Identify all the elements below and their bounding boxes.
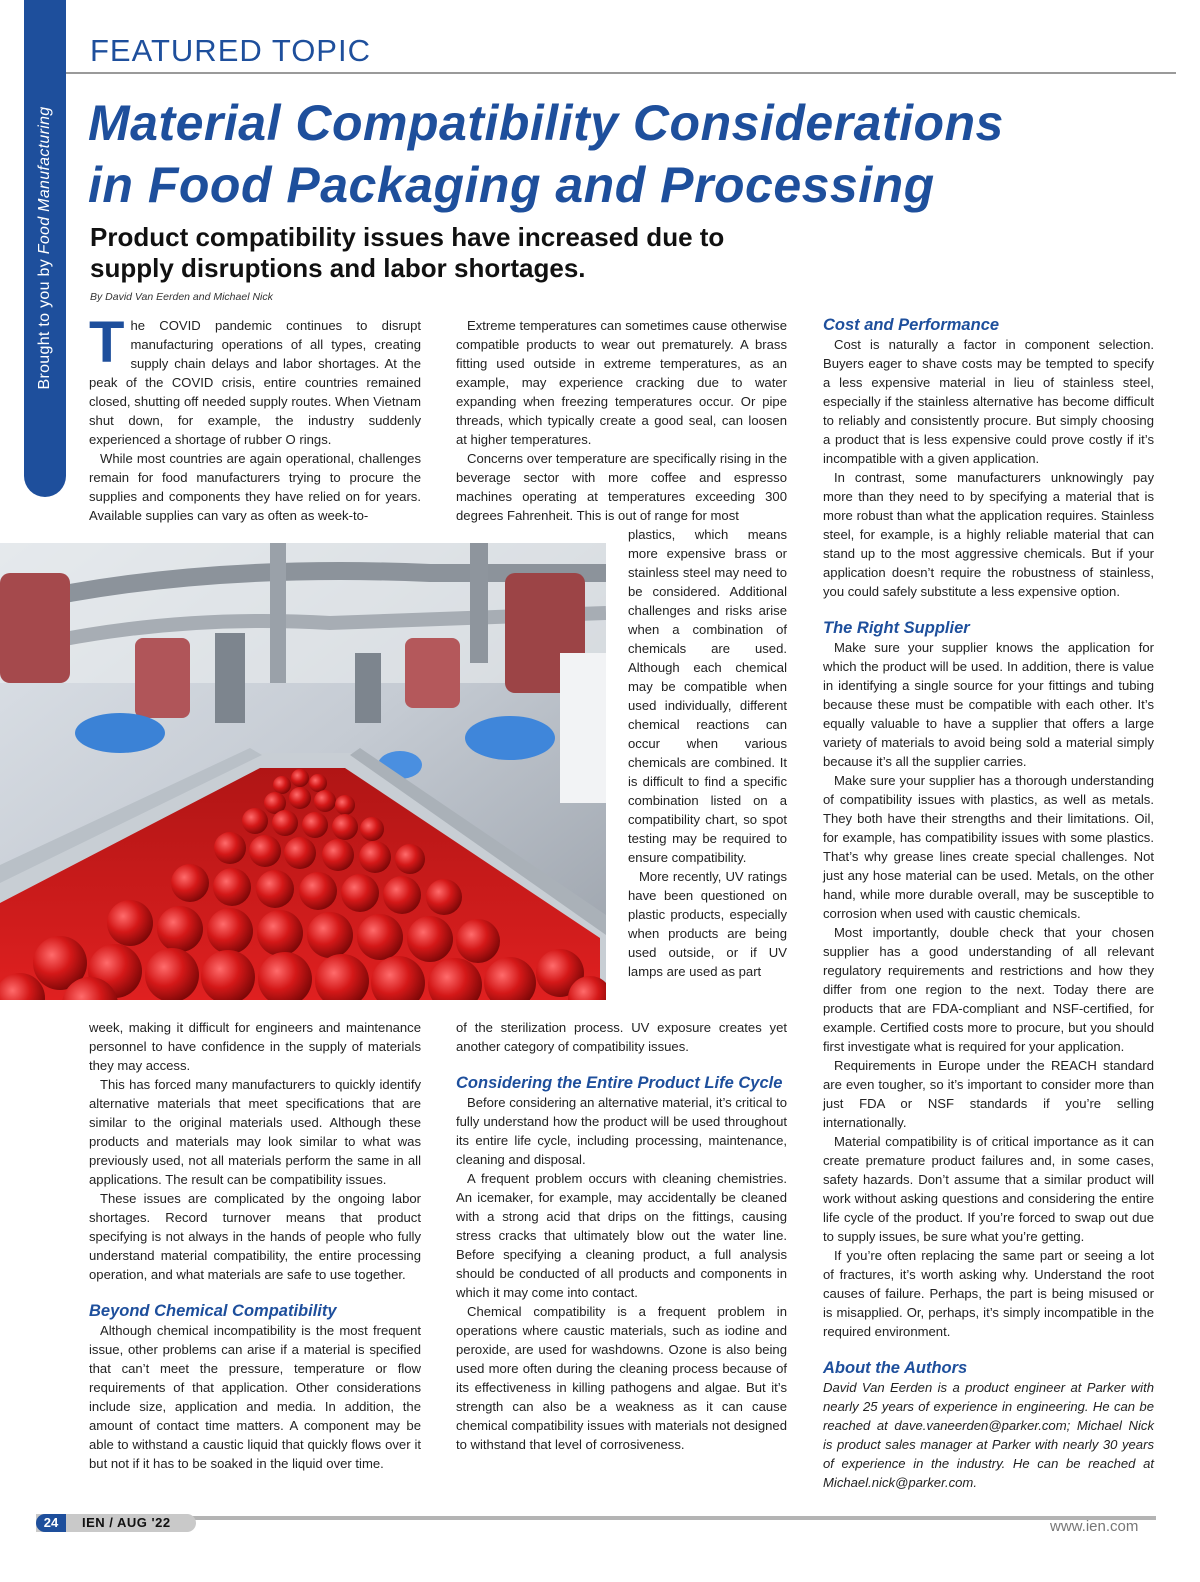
paragraph: Although chemical incompatibility is the most frequent issue, other problems can arise if a material is specified that can’t meet the pressure, temperature or flow requirements of that application. Other considerations include size, application and media. In addition, the amount of contact time matters. A component may be able to withstand a caustic liquid that quickly flows over it but not if it has to be soaked in the liquid over time. bbox=[89, 1323, 421, 1471]
paragraph: plastics, which means more expensive brass or stainless steel may need to be considered. Additional challenges and risks arise when a combination of chemicals are used. Although each chemical may be compatible when used individually, different chemical reactions can occur when various chemicals are combined. It is difficult to find a specific combination listed on a compatibility chart, so spot testing may be required to ensure compatibility. bbox=[628, 527, 787, 865]
article-subtitle bbox=[90, 222, 990, 284]
paragraph: Chemical compatibility is a frequent problem in operations where caustic materials, such as iodine and peroxide, are used for washdowns. Ozone is also being used more often during the cleaning process because of its effectiveness in killing pathogens and algae. But it’s strength can also be a weakness as it can cause chemical compatibility issues with materials not designed to withstand that level of corrosiveness. bbox=[456, 1304, 787, 1452]
paragraph bbox=[89, 310, 421, 449]
section-heading: Beyond Chemical Compatibility bbox=[89, 1302, 337, 1320]
website-link[interactable]: www.ien.com bbox=[1050, 1518, 1139, 1535]
section-heading: The Right Supplier bbox=[823, 619, 970, 637]
paragraph: These issues are complicated by the ongoing labor shortages. Record turnover means that product specifying is not always in the hands of people who fully understand material compatibility, the entire processing operation, and what materials are safe to use together. bbox=[89, 1191, 421, 1282]
title-line-1: Material Compatibility Considerations bbox=[88, 95, 1004, 151]
section-kicker: FEATURED TOPIC bbox=[90, 33, 371, 68]
paragraph: Cost is naturally a factor in component selection. Buyers eager to shave costs may be tempted to specify a less expensive material in lieu of stainless steel, especially if the stainless alternative has become difficult to reliably and consistently procure. But simply choosing a product that is less expensive could prove costly if it’s incompatible with a given application. bbox=[823, 337, 1154, 466]
folio-tab bbox=[36, 1514, 196, 1532]
paragraph: Make sure your supplier knows the application for which the product will be used. In addition, there is value in identifying a single source for your fittings and tubing because these must be compatible with each other. It’s equally valuable to have a supplier that offers a large variety of materials to avoid being sold a material simply because it’s all the supplier carries. bbox=[823, 640, 1154, 769]
paragraph: Material compatibility is of critical importance as it can create premature product failures and, in some cases, safety hazards. Don’t assume that a similar product will work without asking questions and considering the entire life cycle of the product. If you’re forced to swap out due to supply issues, be sure what you’re getting. bbox=[823, 1134, 1154, 1244]
paragraph-text: he COVID pandemic continues to disrupt manufacturing operations of all types, creating supply chain delays and labor shortages. At the peak of the COVID crisis, entire countries remained closed, shutting off needed supply routes. When Vietnam shut down, for example, the industry suddenly experienced a shortage of rubber O rings. bbox=[89, 318, 421, 447]
section-heading: Cost and Performance bbox=[823, 316, 1000, 334]
column-2-bottom bbox=[456, 1018, 787, 1454]
paragraph: While most countries are again operational, challenges remain for food manufacturers trying to procure the supplies and components they have relied on for years. Available supplies can vary as often as week-to- bbox=[89, 451, 421, 523]
paragraph: If you’re often replacing the same part or seeing a lot of fractures, it’s worth asking why. Understand the root causes of failure. Perhaps, the part is being misused or is misapplied. Or, perhaps, it’s simply incompatible in the required environment. bbox=[823, 1248, 1154, 1339]
column-2-top bbox=[456, 316, 787, 525]
paragraph: More recently, UV ratings have been questioned on plastic products, especially when products are being used outside, or if UV lamps are used as part bbox=[628, 869, 787, 979]
sidebar-tab bbox=[24, 0, 66, 497]
paragraph: In contrast, some manufacturers unknowingly pay more than they need to by specifying a material that is more robust than what the application requires. Stainless steel, for example, is a highly reliable material that can stand up to the most aggressive chemicals. But if your application doesn’t require the robustness of stainless, you could safely substitute a less expensive option. bbox=[823, 470, 1154, 599]
paragraph: of the sterilization process. UV exposure creates yet another category of compatibility issues. bbox=[456, 1020, 787, 1054]
byline: By David Van Eerden and Michael Nick bbox=[90, 291, 273, 303]
article-title bbox=[88, 92, 1178, 216]
paragraph: week, making it difficult for engineers and maintenance personnel to have confidence in the supply of materials they may access. bbox=[89, 1020, 421, 1073]
column-2-wrap bbox=[628, 525, 787, 981]
paragraph: Most importantly, double check that your chosen supplier has a good understanding of all relevant regulatory requirements and restrictions and how they differ from one region to the next. Today there are products that are FDA-compliant and NSF-certified, for example. Certified costs more to procure, but you should first investigate what is required for your application. bbox=[823, 925, 1154, 1054]
subtitle-line-2: supply disruptions and labor shortages. bbox=[90, 253, 586, 283]
paragraph: This has forced many manufacturers to quickly identify alternative materials that meet specifications that are similar to the original materials used. Although these products and materials may look similar to what was previously used, not all materials perform the same in all applications. The result can be compatibility issues. bbox=[89, 1077, 421, 1187]
footer-rule bbox=[66, 1516, 1156, 1520]
section-heading: Considering the Entire Product Life Cycle bbox=[456, 1074, 783, 1092]
issue-label: IEN / AUG '22 bbox=[82, 1515, 171, 1530]
section-heading: About the Authors bbox=[823, 1359, 968, 1377]
paragraph: Make sure your supplier has a thorough understanding of compatibility issues with plastics, as well as metals. They both have their strengths and their limitations. Oil, for example, has compatibility issues with some plastics. That’s why grease lines create special challenges. Not just any hose material can be used. Metals, on the other hand, while more durable overall, may be susceptible to corrosion when used with caustic chemicals. bbox=[823, 773, 1154, 921]
conveyor-photo bbox=[0, 543, 606, 1000]
sidebar-credit bbox=[36, 107, 54, 390]
paragraph: A frequent problem occurs with cleaning chemistries. An icemaker, for example, may accidentally be cleaned with a strong acid that drips on the fittings, causing stress cracks that ultimately blow out the water line. Before specifying a cleaning product, a full analysis should be conducted of all products and components in which it may come into contact. bbox=[456, 1171, 787, 1300]
paragraph: Concerns over temperature are specifically rising in the beverage sector with more coffee and espresso machines operating at temperatures exceeding 300 degrees Fahrenheit. This is out of range for most bbox=[456, 451, 787, 523]
paragraph: Extreme temperatures can sometimes cause otherwise compatible products to wear out prematurely. A brass fitting used outside in extreme temperatures, as an example, may experience cracking due to water expanding when freezing temperatures occur. Or pipe threads, which typically create a good seal, can loosen at higher temperatures. bbox=[456, 318, 787, 447]
author-bio: David Van Eerden is a product engineer at Parker with nearly 25 years of experience in engineering. He can be reached at dave.vaneerden@parker.com; Michael Nick is product sales manager at Parker with nearly 30 years of experience in the industry. He can be reached at Michael.nick@parker.com. bbox=[823, 1380, 1154, 1490]
subtitle-line-1: Product compatibility issues have increased due to bbox=[90, 222, 725, 252]
column-1-bottom bbox=[89, 1018, 421, 1473]
header-divider bbox=[66, 72, 1176, 74]
title-line-2: in Food Packaging and Processing bbox=[88, 157, 935, 213]
page-number: 24 bbox=[36, 1514, 66, 1532]
sidebar-prefix: Brought to you by bbox=[36, 254, 53, 390]
paragraph: Before considering an alternative material, it’s critical to fully understand how the product will be used throughout its entire life cycle, including processing, maintenance, cleaning and disposal. bbox=[456, 1095, 787, 1167]
paragraph: Requirements in Europe under the REACH standard are even tougher, so it’s important to consider more than just FDA or NSF standards if you’re selling internationally. bbox=[823, 1058, 1154, 1130]
column-3 bbox=[823, 316, 1154, 1492]
column-1-top bbox=[89, 310, 421, 525]
drop-cap: T bbox=[89, 310, 125, 375]
sidebar-brand: Food Manufacturing bbox=[36, 106, 53, 255]
